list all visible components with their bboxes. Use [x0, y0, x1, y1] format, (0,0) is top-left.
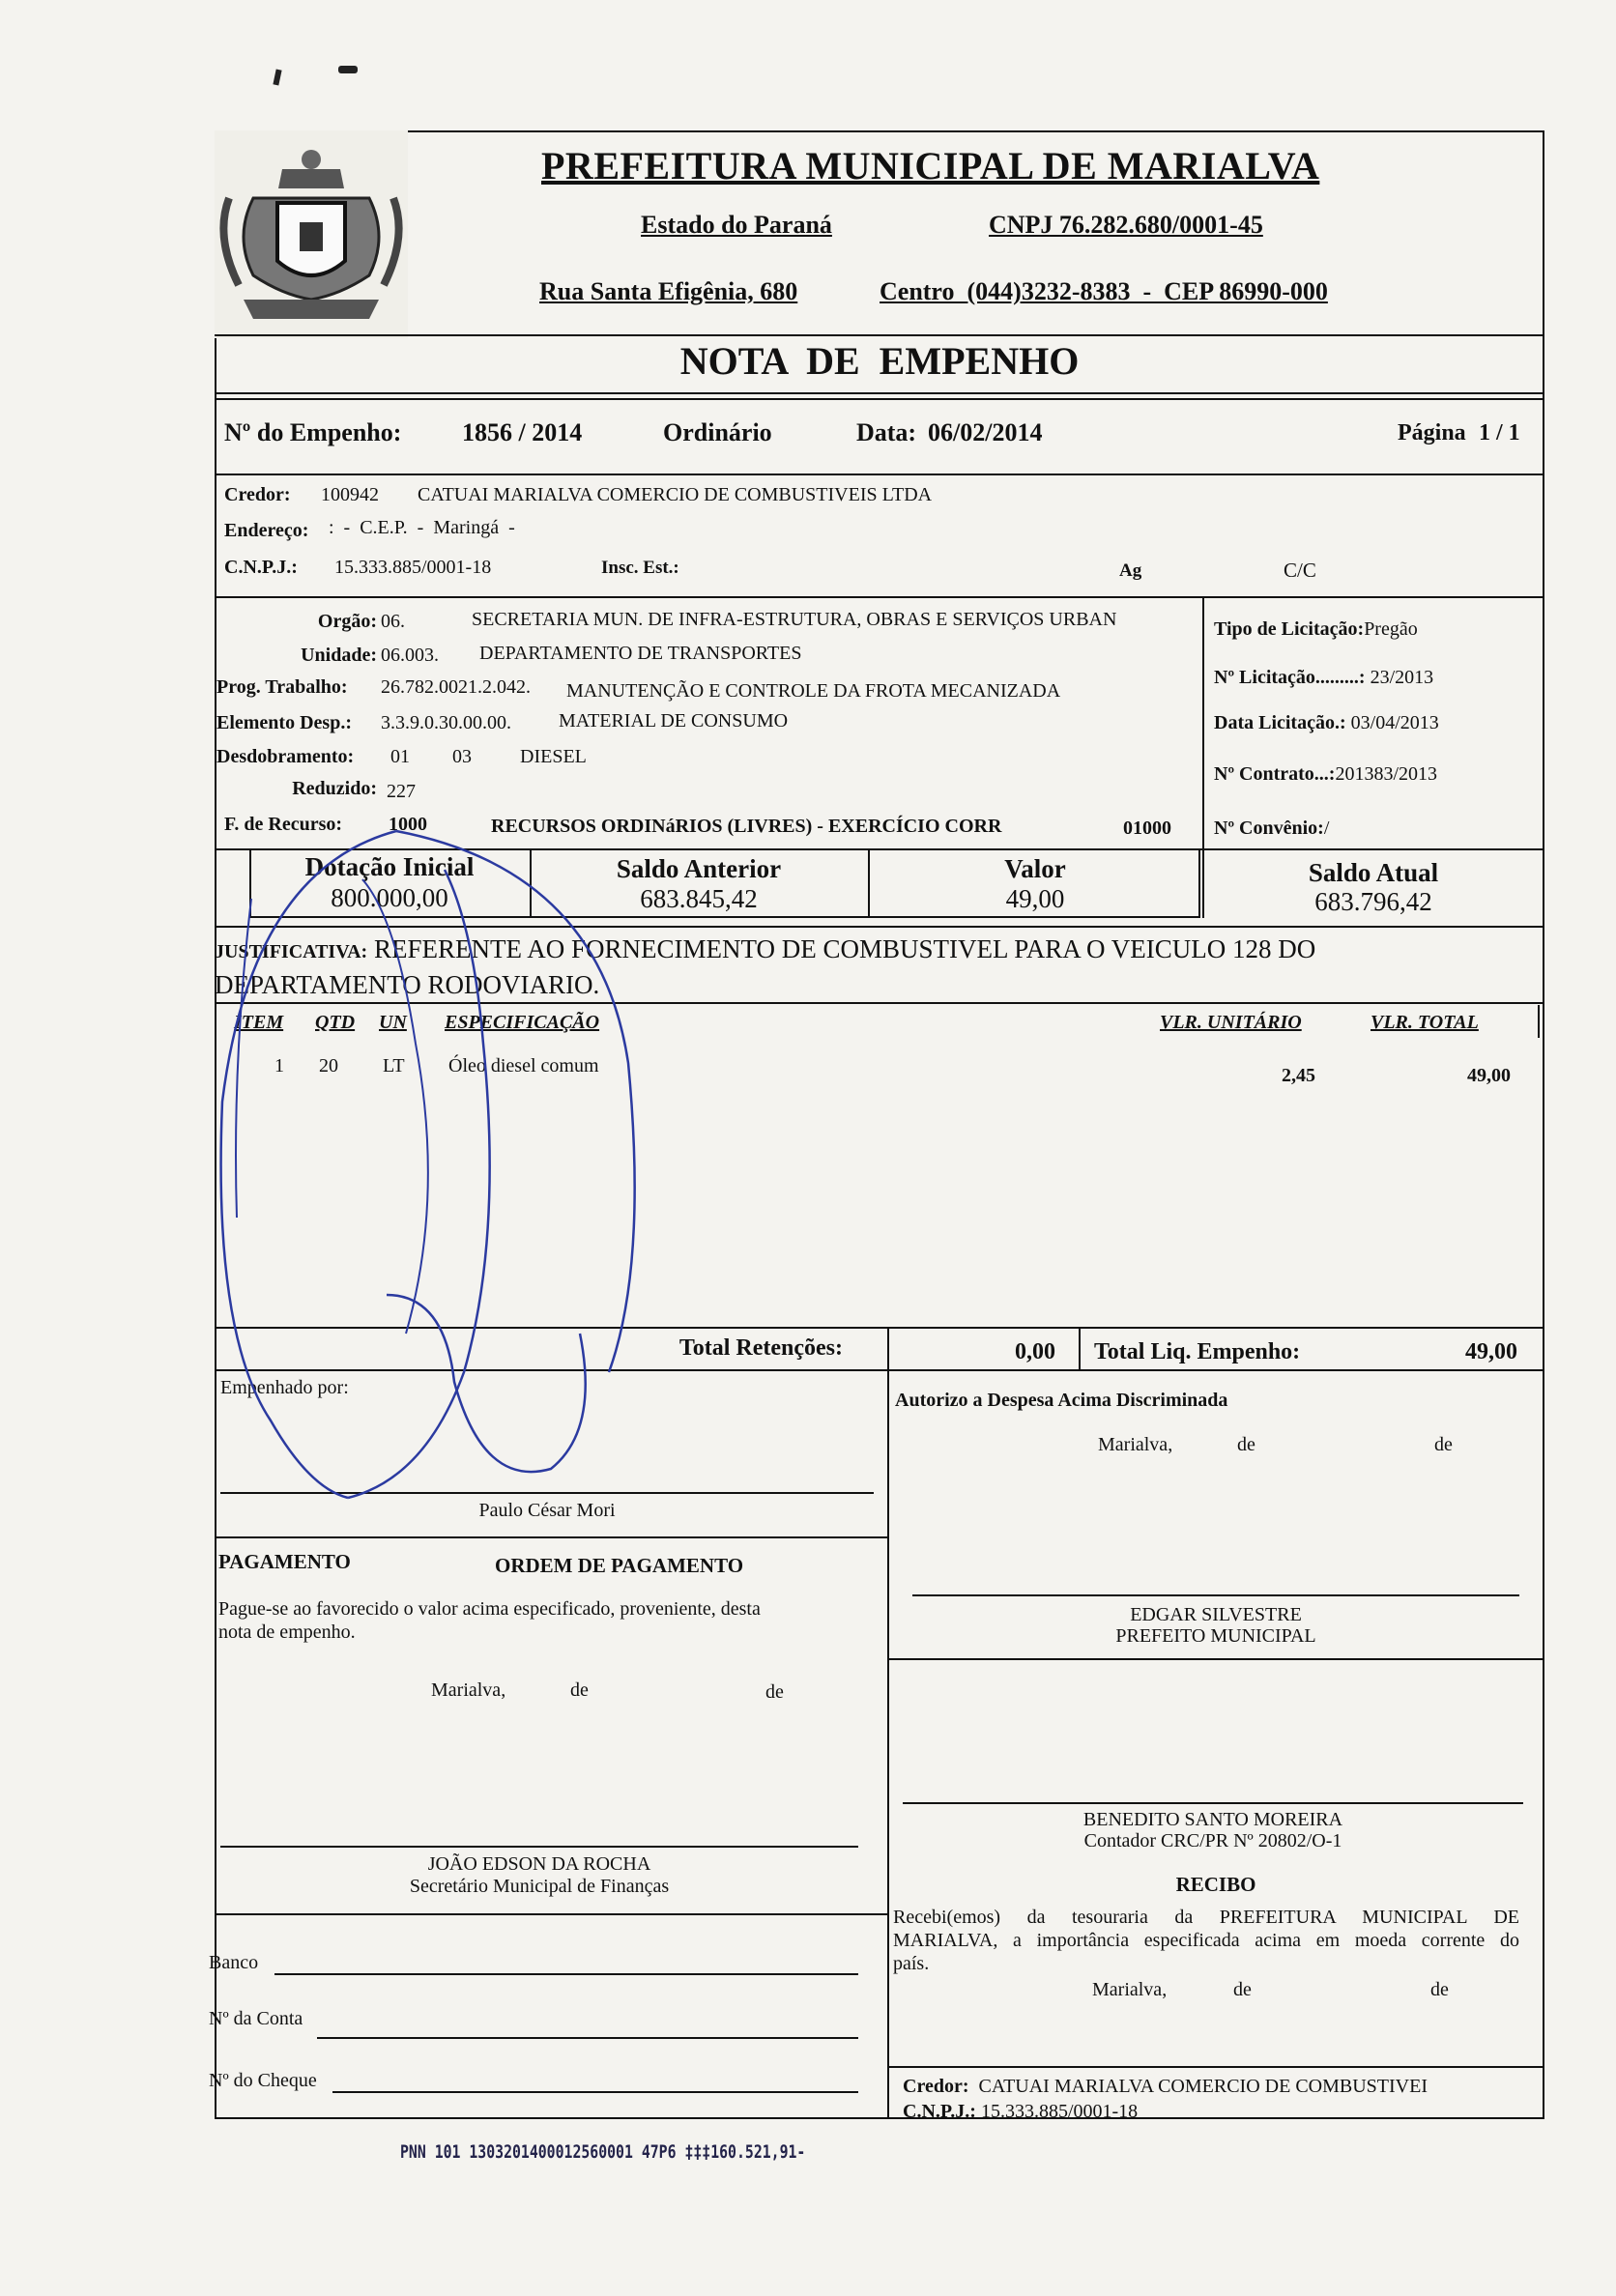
valor-value: 49,00 [1005, 884, 1065, 913]
cnpj-field-label: C.N.P.J.: [224, 557, 298, 578]
row-spec: Óleo diesel comum [448, 1055, 599, 1076]
desdobramento-label: Desdobramento: [216, 746, 355, 767]
pagamento-place: Marialva, [431, 1679, 506, 1701]
conta-label: Nº da Conta [209, 2008, 303, 2029]
credor-name: CATUAI MARIALVA COMERCIO DE COMBUSTIVEIS LTDA [418, 484, 933, 505]
divider [887, 1658, 1544, 1660]
table-row [215, 1055, 1544, 1094]
justificativa-line1: REFERENTE AO FORNECIMENTO DE COMBUSTIVEL PARA O VEICULO 128 DO [373, 934, 1316, 963]
divider [215, 398, 1544, 400]
recurso-number: 01000 [1123, 818, 1171, 839]
desdobramento-b: 03 [452, 746, 472, 767]
recurso-name: RECURSOS ORDINáRIOS (LIVRES) - EXERCÍCIO CORR [491, 816, 1002, 837]
ordem-label: ORDEM DE PAGAMENTO [495, 1554, 744, 1577]
elemento-label: Elemento Desp.: [216, 712, 352, 733]
autorizo-de1: de [1237, 1434, 1255, 1455]
address-label: Centro (044)3232-8383 - CEP 86990-000 [880, 277, 1328, 305]
divider [1202, 596, 1204, 849]
autorizo-de2: de [1434, 1434, 1453, 1455]
pagamento-de2: de [765, 1681, 784, 1703]
liquido-label: Total Liq. Empenho: [1094, 1339, 1301, 1364]
recibo-de2: de [1430, 1979, 1449, 2000]
recibo-de1: de [1233, 1979, 1252, 2000]
recibo-text [893, 1906, 1519, 1975]
elemento-name: MATERIAL DE CONSUMO [559, 710, 789, 732]
empenho-number-label: Nº do Empenho: [224, 418, 402, 446]
empenho-number: 1856 / 2014 [462, 418, 583, 446]
reduzido-label: Reduzido: [292, 778, 377, 799]
divider [1538, 1005, 1540, 1038]
orgao-label: Orgão: [317, 611, 377, 632]
secretario-title: Secretário Municipal de Finanças [409, 1876, 670, 1897]
pagamento-de1: de [570, 1679, 589, 1701]
ag-label: Ag [1119, 560, 1142, 581]
tipo-licitacao-label: Tipo de Licitação:Pregão [1214, 618, 1418, 640]
cnpj-label: CNPJ 76.282.680/0001-45 [989, 211, 1263, 239]
recibo-title: RECIBO [1175, 1873, 1256, 1896]
divider [215, 334, 1544, 336]
row-unit-price: 2,45 [1282, 1065, 1315, 1086]
justificativa-label: JUSTIFICATIVA: [215, 941, 368, 962]
credor-code: 100942 [321, 484, 379, 505]
document-type-title: NOTA DE EMPENHO [679, 339, 1080, 383]
scan-mark [338, 66, 358, 73]
address-value: : - C.E.P. - Maringá - [329, 517, 515, 538]
recibo-place: Marialva, [1092, 1979, 1168, 2000]
page-number: 1 / 1 [1479, 420, 1520, 445]
conta-line[interactable] [317, 2037, 858, 2039]
empenho-date: 06/02/2014 [928, 418, 1043, 446]
signature-line [220, 1492, 874, 1494]
unidade-name: DEPARTAMENTO DE TRANSPORTES [479, 643, 802, 664]
pagamento-text-1: Pague-se ao favorecido o valor acima especificado, proveniente, desta [218, 1598, 761, 1620]
street-label: Rua Santa Efigênia, 680 [539, 277, 798, 305]
divider [215, 596, 1544, 598]
row-total: 49,00 [1467, 1065, 1511, 1086]
cheque-line[interactable] [332, 2091, 858, 2093]
prefeito-title: PREFEITO MUNICIPAL [1115, 1625, 1316, 1647]
date-label: Data: [856, 418, 917, 446]
cheque-label: Nº do Cheque [209, 2070, 317, 2091]
signature-line [912, 1594, 1519, 1596]
liquido-value: 49,00 [1465, 1339, 1517, 1364]
divider [215, 1327, 1544, 1329]
col-qtd: QTD [315, 1012, 356, 1033]
justificativa-line2: DEPARTAMENTO RODOVIARIO. [215, 970, 600, 999]
prog-label: Prog. Trabalho: [216, 676, 348, 698]
credor-cnpj: 15.333.885/0001-18 [334, 557, 492, 578]
divider [887, 2066, 1544, 2068]
page-title: PREFEITURA MUNICIPAL DE MARIALVA [541, 144, 1320, 187]
scan-mark [273, 70, 281, 86]
empenhado-name: Paulo César Mori [478, 1500, 616, 1521]
recibo-line-1: Recebi(emos) da tesouraria da PREFEITURA MUNICIPAL DE [893, 1907, 1519, 1928]
elemento-code: 3.3.9.0.30.00.00. [381, 712, 511, 733]
numero-licitacao: Nº Licitação.........: 23/2013 [1214, 667, 1434, 688]
recibo-credor: Credor: CATUAI MARIALVA COMERCIO DE COMBUSTIVEI [903, 2076, 1428, 2097]
unidade-label: Unidade: [301, 645, 377, 666]
prog-code: 26.782.0021.2.042. [381, 676, 531, 698]
reduzido-value: 227 [387, 781, 416, 802]
address-field-label: Endereço: [224, 520, 309, 541]
divider [887, 1369, 889, 2119]
col-total: VLR. TOTAL [1371, 1012, 1479, 1033]
autorizo-text: Autorizo a Despesa Acima Discriminada [895, 1390, 1228, 1411]
prog-name: MANUTENÇÃO E CONTROLE DA FROTA MECANIZADA [566, 680, 1061, 702]
contrato-number: Nº Contrato...:201383/2013 [1214, 763, 1438, 785]
divider [215, 1913, 887, 1915]
col-unit-price: VLR. UNITÁRIO [1160, 1012, 1302, 1033]
row-qtd: 20 [319, 1055, 338, 1076]
unidade-code: 06.003. [381, 645, 439, 666]
empenho-type: Ordinário [663, 418, 772, 446]
divider [1079, 1327, 1081, 1369]
justificativa [215, 933, 1544, 1001]
insc-label: Insc. Est.: [601, 558, 679, 578]
recurso-code: 1000 [389, 814, 427, 835]
pagamento-label: PAGAMENTO [218, 1550, 351, 1573]
divider [215, 392, 1544, 394]
credor-label: Credor: [224, 484, 291, 505]
orgao-name: SECRETARIA MUN. DE INFRA-ESTRUTURA, OBRAS E SERVIÇOS URBAN [472, 609, 1117, 630]
valor-label: Valor [1004, 854, 1066, 883]
signature-line [220, 1846, 858, 1848]
row-item: 1 [274, 1055, 284, 1076]
divider [215, 1002, 1544, 1004]
divider [215, 926, 1544, 928]
recurso-label: F. de Recurso: [224, 814, 343, 835]
retencoes-value: 0,00 [1015, 1339, 1055, 1364]
saldo-anterior-label: Saldo Anterior [616, 854, 782, 883]
desdobramento-a: 01 [390, 746, 410, 767]
data-licitacao: Data Licitação.: 03/04/2013 [1214, 712, 1439, 733]
dotacao-value: 800.000,00 [331, 883, 448, 912]
secretario-name: JOÃO EDSON DA ROCHA [427, 1853, 651, 1875]
divider [215, 1369, 1544, 1371]
row-un: LT [383, 1055, 405, 1076]
contador-title: Contador CRC/PR Nº 20802/O-1 [1083, 1830, 1342, 1851]
saldo-atual-value: 683.796,42 [1314, 887, 1432, 916]
signature-line [903, 1802, 1523, 1804]
saldo-anterior-value: 683.845,42 [640, 884, 758, 913]
footer-code: PNN 101 1303201400012560001 47P6 ‡‡‡160.521,91- [400, 2141, 806, 2163]
coat-of-arms-icon [215, 130, 408, 338]
convenio-number: Nº Convênio:/ [1214, 818, 1330, 839]
retencoes-label: Total Retenções: [678, 1335, 843, 1361]
orgao-code: 06. [381, 611, 405, 632]
banco-label: Banco [209, 1952, 259, 1973]
cc-label: C/C [1284, 559, 1316, 582]
contador-name: BENEDITO SANTO MOREIRA [1082, 1809, 1343, 1830]
page-label: Página [1398, 420, 1466, 445]
recibo-cnpj: C.N.P.J.: 15.333.885/0001-18 [903, 2101, 1139, 2122]
divider [215, 1536, 887, 1538]
col-item: ITEM [234, 1012, 284, 1033]
banco-line[interactable] [274, 1973, 858, 1975]
desdobramento-name: DIESEL [520, 746, 587, 767]
dotacao-label: Dotação Inicial [304, 852, 475, 881]
prefeito-name: EDGAR SILVESTRE [1130, 1604, 1302, 1625]
state-label: Estado do Paraná [641, 211, 832, 239]
autorizo-place: Marialva, [1098, 1434, 1173, 1455]
empenhado-label: Empenhado por: [220, 1377, 349, 1398]
recibo-line-2: MARIALVA, a importância especificada acima em moeda corrente do [893, 1930, 1519, 1951]
col-spec: ESPECIFICAÇÃO [445, 1012, 600, 1033]
col-un: UN [379, 1012, 407, 1033]
divider [215, 474, 1544, 475]
saldo-atual-label: Saldo Atual [1308, 858, 1439, 887]
recibo-line-3: país. [893, 1953, 930, 1974]
pagamento-text-2: nota de empenho. [218, 1622, 356, 1643]
